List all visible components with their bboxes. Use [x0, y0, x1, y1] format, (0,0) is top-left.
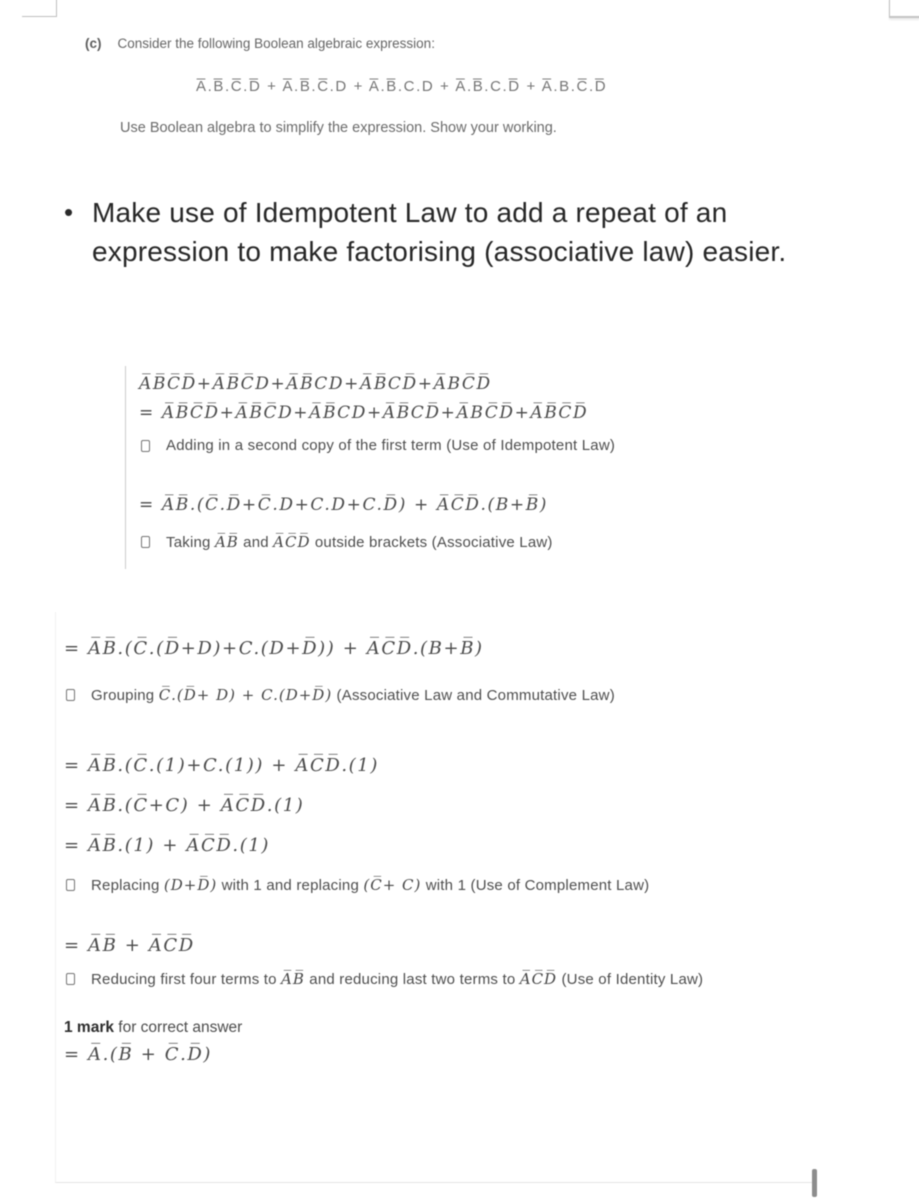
- note-marker-icon: [66, 689, 75, 701]
- working2-reduced-step: = A̅B̅ + A̅C̅D̅: [64, 935, 195, 956]
- textbox-corner-mark-top-right: [889, 0, 919, 18]
- note-text: Taking A̅B̅ and A̅C̅D̅ outside brackets (Associative Law): [166, 533, 553, 551]
- working2-note-identity: [64, 967, 806, 992]
- mark-count: 1 mark: [64, 1019, 114, 1036]
- note-marker-icon: [141, 536, 150, 548]
- question-prompt: Consider the following Boolean algebraic expression:: [117, 36, 435, 51]
- tip-text: Make use of Idempotent Law to add a repeat of an expression to make factorising (associative law) easier.: [92, 197, 787, 267]
- working-textbox-2: [55, 612, 815, 1183]
- boolean-expression: A̅.B̅.C̅.D̅ + A̅.B̅.C̅.D + A̅.B̅.C.D + A̅.B̅.C.D̅ + A̅.B.C̅.D̅: [196, 78, 608, 95]
- working2-complement-step: = A̅B̅.(C̅+C) + A̅C̅D̅.(1): [64, 795, 305, 816]
- note-text: Grouping C̅.(D̅+ D) + C.(D+D̅) (Associative Law and Commutative Law): [91, 686, 615, 704]
- note-marker-icon: [66, 879, 75, 891]
- question-part-label: (c): [85, 36, 102, 51]
- note-text: Replacing (D+D̅) with 1 and replacing (C̅+ C) with 1 (Use of Complement Law): [91, 876, 650, 894]
- bullet-dot: •: [64, 197, 74, 227]
- question-prompt-row: [85, 36, 435, 51]
- note-marker-icon: [141, 440, 150, 452]
- working1-idempotent-step: = A̅B̅C̅D̅+A̅B̅C̅D+A̅B̅CD+A̅B̅CD̅+A̅BC̅D̅+A̅B̅C̅D̅: [139, 403, 589, 423]
- working1-expression-line: A̅B̅C̅D̅+A̅B̅C̅D+A̅B̅CD+A̅B̅CD̅+A̅BC̅D̅: [139, 374, 492, 394]
- mark-description: for correct answer: [113, 1019, 243, 1036]
- textbox-corner-mark-top-left: [22, 0, 57, 17]
- working-textbox-1: [125, 366, 789, 569]
- working1-factorised-step: = A̅B̅.(C̅.D̅+C̅.D+C.D+C.D̅) + A̅C̅D̅.(B+B̅): [139, 495, 549, 515]
- working2-identity-step: = A̅B̅.(1) + A̅C̅D̅.(1): [64, 835, 270, 856]
- note-marker-icon: [66, 973, 75, 985]
- working1-note-idempotent: [139, 434, 789, 458]
- note-text: Reducing first four terms to A̅B̅ and reducing last two terms to A̅C̅D̅ (Use of Identity Law): [91, 970, 704, 988]
- working2-note-grouping: [64, 683, 764, 708]
- working2-grouped-step: = A̅B̅.(C̅.(D̅+D)+C.(D+D̅)) + A̅C̅D̅.(B+B̅): [64, 638, 484, 659]
- note-text: Adding in a second copy of the first term (Use of Idempotent Law): [166, 437, 616, 454]
- working2-ones-step: = A̅B̅.(C̅.(1)+C.(1)) + A̅C̅D̅.(1): [64, 755, 379, 776]
- question-instruction: Use Boolean algebra to simplify the expression. Show your working.: [120, 120, 557, 136]
- working2-note-complement: [64, 873, 736, 898]
- final-answer: = A̅.(B̅ + C̅.D̅): [64, 1044, 213, 1065]
- tip-bullet-item: [64, 193, 852, 271]
- working1-note-associative: [139, 530, 789, 555]
- textbox-resize-handle[interactable]: [812, 1169, 817, 1197]
- mark-allocation-line: [64, 1019, 815, 1037]
